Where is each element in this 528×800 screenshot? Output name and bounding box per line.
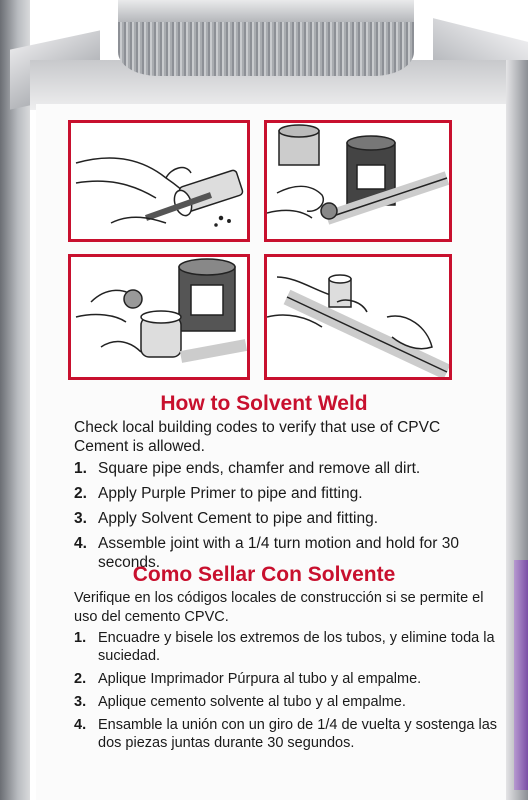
can-lid-top — [118, 0, 414, 22]
step-number: 3. — [74, 510, 87, 527]
illustration-chamfer — [68, 120, 250, 242]
list-item — [74, 459, 504, 478]
heading-es: Como Sellar Con Solvente — [132, 563, 396, 586]
step-number: 2. — [74, 671, 87, 687]
list-item — [74, 716, 504, 752]
step-number: 3. — [74, 694, 87, 710]
list-item — [74, 629, 504, 665]
intro-es: Verifique en los códigos locales de construcción si se permite el uso del cemento CPVC. — [74, 590, 484, 625]
intro-en: Check local building codes to verify that use of CPVC Cement is allowed. — [74, 419, 441, 455]
heading-en: How to Solvent Weld — [160, 392, 368, 415]
step-text: Aplique cemento solvente al tubo y al empalme. — [98, 694, 406, 710]
list-item — [74, 693, 504, 711]
step-number: 1. — [74, 630, 87, 646]
step-text: Apply Purple Primer to pipe and fitting. — [98, 485, 363, 502]
list-item — [74, 484, 504, 503]
step-number: 4. — [74, 717, 87, 733]
illustration-assemble — [264, 254, 452, 380]
step-text: Encuadre y bisele los extremos de los tubos, y elimine toda la suciedad. — [98, 630, 495, 664]
step-text: Square pipe ends, chamfer and remove all dirt. — [98, 460, 421, 477]
list-item — [74, 509, 504, 528]
illustration-cement — [68, 254, 250, 380]
step-number: 2. — [74, 485, 87, 502]
purple-label-edge — [514, 560, 528, 790]
steps-en — [74, 459, 504, 578]
step-text: Ensamble la unión con un giro de 1/4 de vuelta y sostenga las dos piezas juntas durante 30 segundos. — [98, 717, 498, 751]
step-number: 4. — [74, 535, 87, 552]
step-text: Aplique Imprimador Púrpura al tubo y al empalme. — [98, 671, 422, 687]
step-text: Apply Solvent Cement to pipe and fitting. — [98, 510, 379, 527]
illustration-primer — [264, 120, 452, 242]
step-number: 1. — [74, 460, 87, 477]
step-text: Assemble joint with a 1/4 turn motion and hold for 30 seconds. — [98, 535, 460, 571]
list-item — [74, 670, 504, 688]
steps-es — [74, 629, 504, 757]
